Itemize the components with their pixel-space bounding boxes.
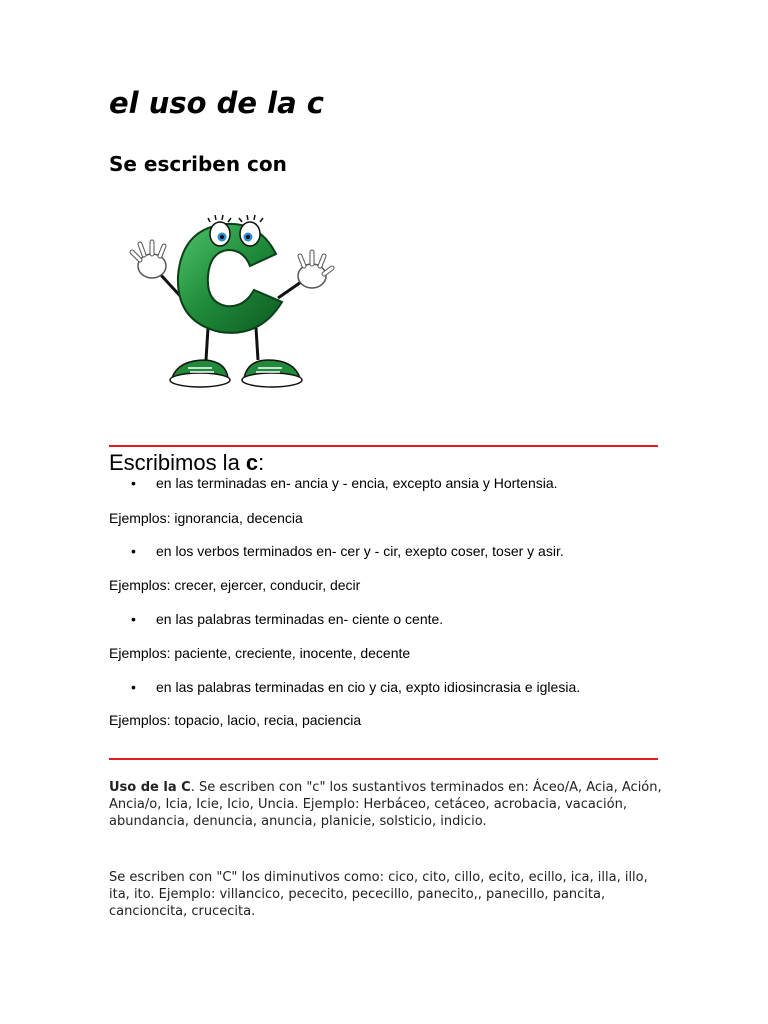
section-heading (109, 450, 264, 476)
rule-text: en las palabras terminadas en- ciente o cente. (156, 611, 444, 627)
divider-bottom (109, 758, 658, 760)
right-shoe (242, 360, 302, 387)
heading-prefix: Escribimos la (109, 450, 246, 475)
heading-letter: c (245, 450, 259, 475)
page-title: el uso de la c (109, 86, 324, 120)
page-subtitle: Se escriben con (109, 152, 287, 176)
uso-label: Uso de la C (109, 780, 191, 795)
bullet-icon: • (131, 475, 136, 491)
rule-example: Ejemplos: paciente, creciente, inocente, decente (109, 645, 411, 661)
right-glove (298, 252, 332, 288)
uso-paragraph-2: Se escriben con "C" los diminutivos como: cico, cito, cillo, ecito, ecillo, ica, illa, illo, ita, ito. Ejemplo: villancico, pececito, pececillo, panecito,, panecillo, pancita, cancioncita, crucecita. (109, 870, 648, 919)
rule-text: en los verbos terminados en- cer y - cir, exepto coser, toser y asir. (156, 543, 564, 559)
heading-suffix: : (258, 450, 265, 475)
uso-paragraph-1-text: . Se escriben con "c" los sustantivos terminados en: Áceo/A, Acia, Ación, Ancia/o, Icia, Icie, Icio, Uncia. Ejemplo: Herbáceo, cetáceo, acrobacia, vacación, abundancia, denuncia, anuncia, planicie, solsticio, indicio. (109, 780, 662, 829)
uso-paragraph-1 (109, 779, 669, 830)
left-shoe (170, 360, 230, 387)
bullet-icon: • (131, 543, 136, 559)
letter-c-mascot-image (128, 210, 338, 400)
rule-example: Ejemplos: ignorancia, decencia (109, 510, 303, 526)
rule-example: Ejemplos: crecer, ejercer, conducir, decir (109, 577, 361, 593)
rule-text: en las palabras terminadas en cio y cia, expto idiosincrasia e iglesia. (156, 679, 581, 695)
bullet-icon: • (131, 611, 136, 627)
left-glove (132, 242, 166, 278)
bullet-icon: • (131, 679, 136, 695)
rule-text: en las terminadas en- ancia y - encia, excepto ansia y Hortensia. (156, 475, 558, 491)
rule-example: Ejemplos: topacio, lacio, recia, paciencia (109, 712, 362, 728)
letter-c-body (178, 224, 282, 333)
divider-top (109, 445, 658, 447)
